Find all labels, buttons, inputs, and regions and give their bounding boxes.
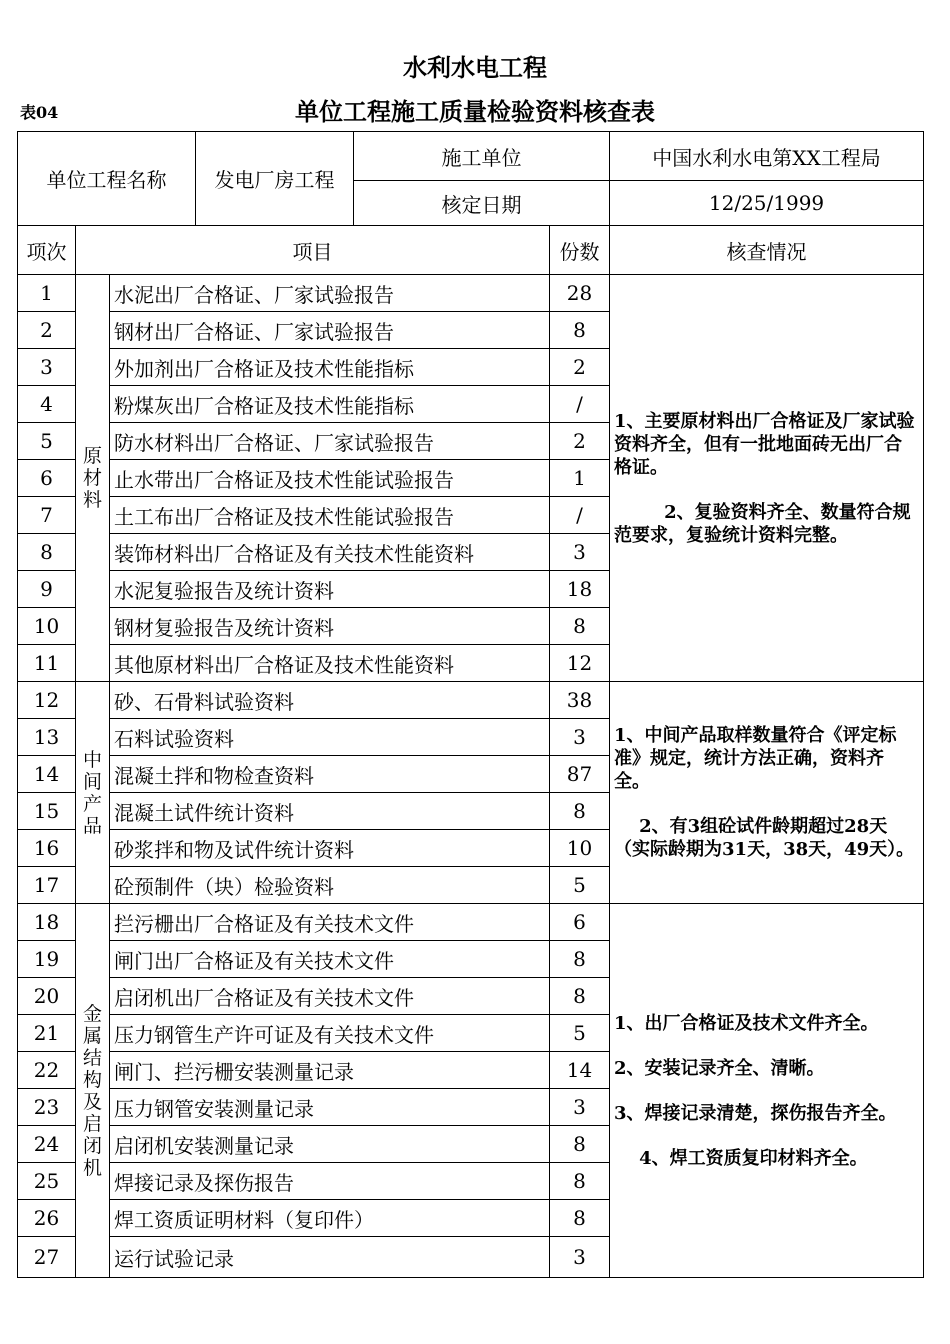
row-item: 启闭机安装测量记录 <box>110 1126 550 1163</box>
row-item: 压力钢管安装测量记录 <box>110 1089 550 1126</box>
table-row <box>18 275 924 312</box>
row-item: 拦污栅出厂合格证及有关技术文件 <box>110 904 550 941</box>
group-label <box>76 682 110 904</box>
row-no: 9 <box>18 571 76 608</box>
group-label-text: 金属结构及启闭机 <box>82 1002 102 1179</box>
project-name-label: 单位工程名称 <box>18 132 196 226</box>
row-count: 87 <box>550 756 610 793</box>
row-count: 12 <box>550 645 610 682</box>
row-item: 水泥出厂合格证、厂家试验报告 <box>110 275 550 312</box>
contractor-value: 中国水利水电第XX工程局 <box>610 132 924 181</box>
row-item: 其他原材料出厂合格证及技术性能资料 <box>110 645 550 682</box>
row-item: 运行试验记录 <box>110 1237 550 1278</box>
row-item: 粉煤灰出厂合格证及技术性能指标 <box>110 386 550 423</box>
row-count: 18 <box>550 571 610 608</box>
row-no: 25 <box>18 1163 76 1200</box>
row-item: 钢材出厂合格证、厂家试验报告 <box>110 312 550 349</box>
row-no: 3 <box>18 349 76 386</box>
check-note: 3、焊接记录清楚，探伤报告齐全。 <box>614 1102 897 1124</box>
check-note: 1、主要原材料出厂合格证及厂家试验资料齐全，但有一批地面砖无出厂合格证。 <box>614 410 915 478</box>
row-no: 2 <box>18 312 76 349</box>
row-no: 10 <box>18 608 76 645</box>
col-header-check: 核查情况 <box>610 226 924 275</box>
column-header-row <box>18 226 924 275</box>
table-row <box>18 904 924 941</box>
group-label-text: 原材料 <box>82 445 102 511</box>
row-count: 8 <box>550 1163 610 1200</box>
contractor-label: 施工单位 <box>354 132 610 181</box>
check-note: 4、焊工资质复印材料齐全。 <box>614 1147 868 1169</box>
row-no: 5 <box>18 423 76 460</box>
group-label <box>76 904 110 1278</box>
row-item: 水泥复验报告及统计资料 <box>110 571 550 608</box>
row-item: 防水材料出厂合格证、厂家试验报告 <box>110 423 550 460</box>
row-count: 3 <box>550 534 610 571</box>
row-item: 闸门、拦污栅安装测量记录 <box>110 1052 550 1089</box>
row-count: 1 <box>550 460 610 497</box>
row-count: 8 <box>550 978 610 1015</box>
check-note: 2、安装记录齐全、清晰。 <box>614 1057 825 1079</box>
col-header-count: 份数 <box>550 226 610 275</box>
row-no: 17 <box>18 867 76 904</box>
row-no: 18 <box>18 904 76 941</box>
row-count: 8 <box>550 941 610 978</box>
row-item: 止水带出厂合格证及技术性能试验报告 <box>110 460 550 497</box>
group-check-notes <box>610 682 924 904</box>
row-item: 闸门出厂合格证及有关技术文件 <box>110 941 550 978</box>
row-item: 土工布出厂合格证及技术性能试验报告 <box>110 497 550 534</box>
row-count: 14 <box>550 1052 610 1089</box>
row-no: 16 <box>18 830 76 867</box>
row-no: 6 <box>18 460 76 497</box>
row-item: 混凝土试件统计资料 <box>110 793 550 830</box>
col-header-item: 项目 <box>76 226 550 275</box>
row-count: 6 <box>550 904 610 941</box>
row-count: 8 <box>550 312 610 349</box>
row-count: 3 <box>550 719 610 756</box>
row-count: 10 <box>550 830 610 867</box>
row-count: 8 <box>550 793 610 830</box>
row-item: 石料试验资料 <box>110 719 550 756</box>
info-row-1 <box>18 132 924 181</box>
check-note: 2、有3组砼试件龄期超过28天（实际龄期为31天，38天，49天）。 <box>614 816 915 860</box>
document-subtitle: 单位工程施工质量检验资料核查表 <box>295 97 655 126</box>
check-note: 1、中间产品取样数量符合《评定标准》规定，统计方法正确，资料齐全。 <box>614 725 897 792</box>
row-item: 焊接记录及探伤报告 <box>110 1163 550 1200</box>
row-count: 38 <box>550 682 610 719</box>
row-item: 钢材复验报告及统计资料 <box>110 608 550 645</box>
group-check-notes <box>610 275 924 682</box>
row-no: 24 <box>18 1126 76 1163</box>
table-row <box>18 682 924 719</box>
row-no: 22 <box>18 1052 76 1089</box>
inspection-table <box>17 131 924 1278</box>
row-count: 2 <box>550 349 610 386</box>
date-label: 核定日期 <box>354 181 610 226</box>
row-no: 26 <box>18 1200 76 1237</box>
row-count: 8 <box>550 608 610 645</box>
row-no: 8 <box>18 534 76 571</box>
row-count: / <box>550 386 610 423</box>
group-check-notes <box>610 904 924 1278</box>
row-count: / <box>550 497 610 534</box>
check-note: 2、复验资料齐全、数量符合规范要求，复验统计资料完整。 <box>614 501 911 546</box>
row-no: 12 <box>18 682 76 719</box>
row-no: 4 <box>18 386 76 423</box>
row-no: 20 <box>18 978 76 1015</box>
form-number: 表04 <box>20 103 59 122</box>
row-no: 15 <box>18 793 76 830</box>
group-label-text: 中间产品 <box>82 748 102 837</box>
row-item: 混凝土拌和物检查资料 <box>110 756 550 793</box>
row-count: 2 <box>550 423 610 460</box>
row-item: 装饰材料出厂合格证及有关技术性能资料 <box>110 534 550 571</box>
row-no: 21 <box>18 1015 76 1052</box>
row-no: 7 <box>18 497 76 534</box>
row-no: 1 <box>18 275 76 312</box>
project-name-value: 发电厂房工程 <box>196 132 354 226</box>
row-count: 3 <box>550 1237 610 1278</box>
row-no: 14 <box>18 756 76 793</box>
row-count: 5 <box>550 1015 610 1052</box>
row-item: 砂浆拌和物及试件统计资料 <box>110 830 550 867</box>
row-item: 砼预制件（块）检验资料 <box>110 867 550 904</box>
row-no: 27 <box>18 1237 76 1278</box>
col-header-no: 项次 <box>18 226 76 275</box>
row-count: 28 <box>550 275 610 312</box>
date-value: 12/25/1999 <box>610 181 924 226</box>
group-label <box>76 275 110 682</box>
check-note: 1、出厂合格证及技术文件齐全。 <box>614 1012 879 1034</box>
row-count: 8 <box>550 1200 610 1237</box>
document-title: 水利水电工程 <box>403 53 547 82</box>
row-item: 启闭机出厂合格证及有关技术文件 <box>110 978 550 1015</box>
row-count: 5 <box>550 867 610 904</box>
row-no: 23 <box>18 1089 76 1126</box>
row-item: 外加剂出厂合格证及技术性能指标 <box>110 349 550 386</box>
row-no: 13 <box>18 719 76 756</box>
row-count: 3 <box>550 1089 610 1126</box>
row-item: 压力钢管生产许可证及有关技术文件 <box>110 1015 550 1052</box>
row-no: 11 <box>18 645 76 682</box>
row-no: 19 <box>18 941 76 978</box>
row-count: 8 <box>550 1126 610 1163</box>
row-item: 砂、石骨料试验资料 <box>110 682 550 719</box>
row-item: 焊工资质证明材料（复印件） <box>110 1200 550 1237</box>
